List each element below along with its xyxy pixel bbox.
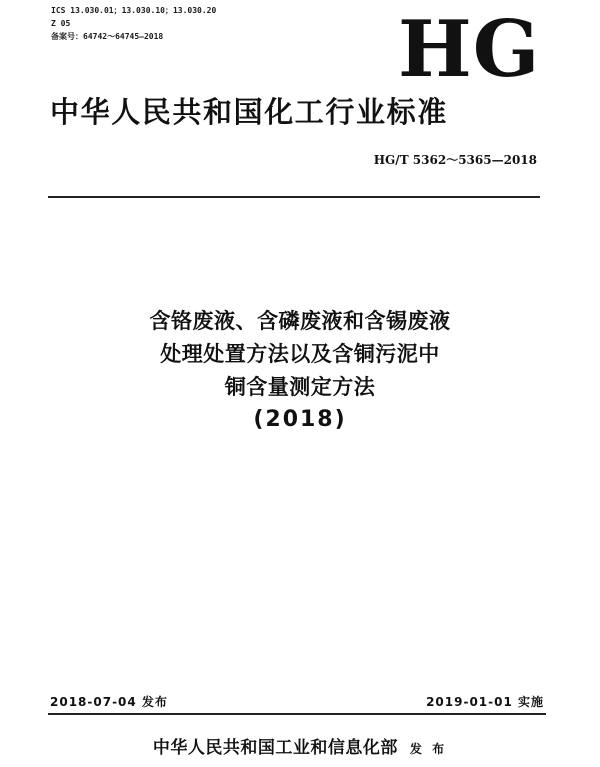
document-title-year: (2018) xyxy=(253,407,347,432)
issue-date: 2018-07-04 发布 xyxy=(50,695,168,709)
document-title-line-3: 铜含量测定方法 xyxy=(224,375,376,399)
issuing-authority: 中华人民共和国工业和信息化部 xyxy=(152,738,398,758)
implementation-date: 2019-01-01 实施 xyxy=(426,695,544,709)
standard-category-title: 中华人民共和国化工行业标准 xyxy=(50,95,448,129)
header-divider xyxy=(48,196,540,198)
record-number: 备案号：64742～64745—2018 xyxy=(51,32,164,41)
standard-number: HG/T 5362～5365—2018 xyxy=(373,153,537,167)
ics-code: ICS 13.030.01；13.030.10；13.030.20 xyxy=(51,6,217,15)
footer-divider xyxy=(48,713,546,715)
issuer-line xyxy=(0,737,600,760)
classification-block xyxy=(51,4,216,43)
publish-label: 发 布 xyxy=(409,742,448,756)
document-title-line-1: 含铬废液、含磷废液和含锡废液 xyxy=(149,309,451,333)
document-title-line-2: 处理处置方法以及含铜污泥中 xyxy=(160,342,440,366)
hg-logo: HG xyxy=(398,4,541,95)
ccs-code: Z 05 xyxy=(51,19,71,28)
